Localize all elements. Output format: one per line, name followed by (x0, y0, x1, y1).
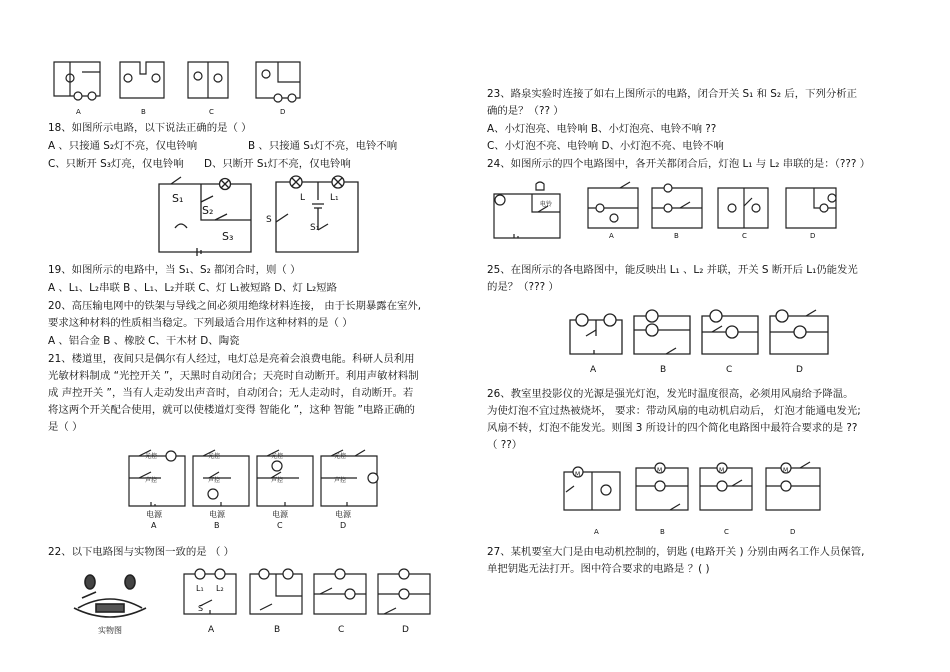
q22-photo-caption: 实物图 (98, 626, 122, 635)
q23-line-2: 确的是？（?? ） (487, 105, 564, 117)
q18-fig-letter-c: C (209, 108, 214, 116)
q21-source-c: 电源 (272, 510, 288, 519)
q26-motor-d: M (783, 467, 789, 474)
q22-lamp-l1: L₁ (196, 584, 204, 593)
q18-option-d: D、只断开 S₁灯不亮，仅电铃响 (204, 158, 351, 170)
q21-source-b: 电源 (209, 510, 225, 519)
q26-letter-b: B (660, 528, 665, 536)
q24-letter-c: C (742, 232, 747, 240)
q24-letter-a: A (609, 232, 614, 240)
q18-fig-letter-d: D (280, 108, 286, 116)
q19-label-l: L (300, 193, 306, 203)
q21-line-1: 21、楼道里，夜间只是偶尔有人经过，电灯总是亮着会浪费电能。科研人员利用 (48, 353, 415, 365)
q21-source-a: 电源 (146, 510, 162, 519)
q21-label-sound-b: 声控 (208, 477, 221, 484)
q22-letter-c: C (338, 625, 345, 635)
q19-stem: 19、如图所示的电路中，当 S₁、S₂ 都闭合时，则（ ） (48, 264, 301, 276)
q21-label-light-a: 光控 (145, 453, 158, 460)
q18-label-s2: S₂ (202, 204, 214, 217)
q25-letter-c: C (726, 365, 733, 375)
q26-line-2: 为使灯泡不宜过热被烧坏， 要求：带动风扇的电动机启动后， 灯泡才能通电发光; (487, 405, 861, 417)
q18-stem: 18、如图所示电路，以下说法正确的是（ ） (48, 122, 252, 134)
q18-fig-letter-a: A (76, 108, 81, 116)
q18-option-b: B 、只接通 S₁灯不亮，电铃不响 (248, 140, 398, 152)
q20-options: A 、铝合金 B 、橡胶 C、干木材 D、陶瓷 (48, 335, 240, 347)
q24-bell-circuit (486, 182, 568, 244)
q21-label-sound-c: 声控 (271, 477, 284, 484)
q22-letter-d: D (402, 625, 409, 635)
q18-label-s3: S₃ (222, 230, 234, 243)
q27-line-1: 27、某机要室大门是由电动机控制的，钥匙 (电路开关 ) 分别由两名工作人员保管, (487, 546, 865, 558)
q21-line-4: 将这两个开关配合使用，就可以使楼道灯变得 智能化 ”，这种 智能 ”电路正确的 (48, 404, 415, 416)
q21-line-5: 是（ ） (48, 421, 83, 433)
q19-circuit-diagram (268, 174, 368, 258)
q25-line-2: 的是？（??? ） (487, 281, 559, 293)
q26-letter-d: D (790, 528, 796, 536)
q26-motor-a: M (575, 471, 581, 478)
q24-stem: 24、如图所示的四个电路图中，各开关都闭合后，灯泡 L₁ 与 L₂ 串联的是：（??? ） (487, 158, 871, 170)
q21-letter-d: D (340, 521, 347, 530)
q18-option-c: C、只断开 S₃灯亮，仅电铃响 (48, 158, 184, 170)
q18-label-s1: S₁ (172, 192, 184, 205)
q26-letter-a: A (594, 528, 599, 536)
q21-line-3: 成 声控开关 ”，当有人走动发出声音时，自动闭合；无人走动时，自动断开。若 (48, 387, 414, 399)
q22-switch-s: S (198, 604, 204, 613)
q23-options-ab: A、小灯泡亮、电铃响 B、小灯泡亮、电铃不响 ?? (487, 123, 717, 135)
q24-label-bell: 电铃 (540, 201, 553, 208)
q19-options: A 、L₁、L₂串联 B 、L₁、L₂并联 C、灯 L₁被短路 D、灯 L₂短路 (48, 282, 337, 294)
q18-option-a: A 、只接通 S₂灯不亮，仅电铃响 (48, 140, 198, 152)
q20-line-1: 20、高压输电网中的铁架与导线之间必须用绝缘材料连接， 由于长期暴露在室外, (48, 300, 422, 312)
q21-source-d: 电源 (335, 510, 351, 519)
q24-circuits (584, 182, 846, 234)
q26-line-3: 风扇不转，灯泡不能发光。则图 3 所设计的四个简化电路图中最符合要求的是 ?? (487, 422, 858, 434)
q26-line-1: 26、教室里投影仪的光源是强光灯泡，发光时温度很高，必须用风扇给予降温。 (487, 388, 854, 400)
q21-label-sound-a: 声控 (145, 477, 158, 484)
q23-options-cd: C、小灯泡不亮、电铃响 D、小灯泡不亮、电铃不响 (487, 140, 724, 152)
q19-label-s: S (266, 215, 272, 225)
q22-lamp-l2: L₂ (216, 584, 224, 593)
q21-label-light-d: 光控 (334, 453, 347, 460)
q25-letter-a: A (590, 365, 597, 375)
q22-letter-b: B (274, 625, 281, 635)
q23-line-1: 23、路泉实验时连接了如右上图所示的电路，闭合开关 S₁ 和 S₂ 后，下列分析正 (487, 88, 858, 100)
q20-line-2: 要求这种材料的性质相当稳定。下列最适合用作这种材料的是（ ） (48, 317, 353, 329)
q19-label-l1: L₁ (330, 193, 339, 203)
q21-label-light-c: 光控 (271, 453, 284, 460)
q21-label-light-b: 光控 (208, 453, 221, 460)
q21-label-sound-d: 声控 (334, 477, 347, 484)
q21-letter-b: B (214, 521, 220, 530)
q26-line-4: （ ??） (487, 439, 523, 451)
q18-fig-letter-b: B (141, 108, 146, 116)
q27-line-2: 单把钥匙无法打开。图中符合要求的电路是 ？( ) (487, 563, 710, 575)
q22-physical-photo (70, 570, 150, 622)
q22-letter-a: A (208, 625, 215, 635)
q25-line-1: 25、在图所示的各电路图中，能反映出 L₁ 、L₂ 并联，开关 S 断开后 L₁仍能发光 (487, 264, 858, 276)
q25-circuits (566, 306, 836, 360)
q18-top-circuits (48, 58, 308, 120)
q25-letter-b: B (660, 365, 667, 375)
q24-letter-b: B (674, 232, 679, 240)
q26-motor-b: M (657, 467, 663, 474)
q26-motor-c: M (719, 467, 725, 474)
q21-line-2: 光敏材料制成 “光控开关 ”，天黑时自动闭合；天亮时自动断开。利用声敏材料制 (48, 370, 419, 382)
q24-letter-d: D (810, 232, 816, 240)
q22-stem: 22、以下电路图与实物图一致的是 （ ） (48, 546, 235, 558)
q19-label-s1: S₁ (310, 223, 320, 233)
q21-letter-a: A (151, 521, 157, 530)
q26-letter-c: C (724, 528, 729, 536)
q25-letter-d: D (796, 365, 803, 375)
q21-letter-c: C (277, 521, 283, 530)
